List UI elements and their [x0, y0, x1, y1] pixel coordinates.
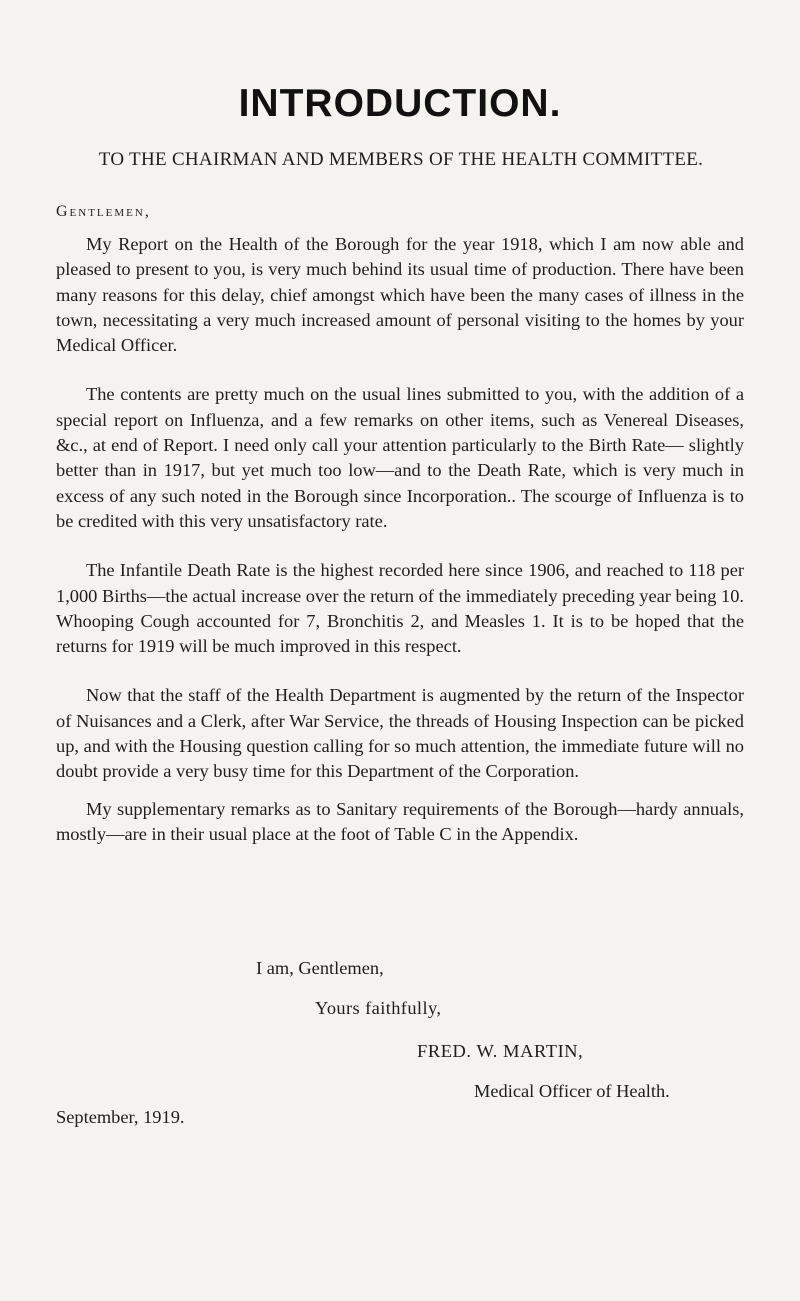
addressee-line: TO THE CHAIRMAN AND MEMBERS OF THE HEALTH COMMITTEE.	[98, 149, 704, 170]
valediction: Yours faithfully,	[315, 998, 442, 1018]
signature-name: FRED. W. MARTIN,	[417, 1041, 584, 1061]
closing-line: I am, Gentlemen,	[256, 958, 384, 978]
paragraph: The Infantile Death Rate is the highest recorded here since 1906, and reached to 118 per 1,000 Births—the actual increase over the return of the immediately preceding year being 10. Whooping Cough accounted for 7, Bronchitis 2, and Measles 1. It is to be hoped that the returns for 1919 will be much improved in this respect.	[56, 560, 744, 657]
letter-body	[56, 232, 744, 871]
paragraph: My Report on the Health of the Borough for the year 1918, which I am now able and pleased to present to you, is very much behind its usual time of production. There have been many reasons for this delay, chief amongst which have been the many cases of illness in the town, necessitating a very much increased amount of personal visiting to the homes by your Medical Officer.	[56, 234, 744, 356]
salutation: Gentlemen,	[56, 203, 151, 220]
letter-date: September, 1919.	[56, 1107, 185, 1127]
page-title: INTRODUCTION.	[238, 82, 562, 125]
paragraph: Now that the staff of the Health Department is augmented by the return of the Inspector of Nuisances and a Clerk, after War Service, the threads of Housing Inspection can be picked up, and with the Housing question calling for so much attention, the immediate future will no doubt provide a very busy time for this Department of the Corporation.	[56, 685, 744, 782]
paragraph: The contents are pretty much on the usual lines submitted to you, with the addition of a special report on Influenza, and a few remarks on other items, such as Venereal Diseases, &c., at end of Report. I need only call your attention particularly to the Birth Rate— slightly better than in 1917, but yet much too low—and to the Death Rate, which is very much in excess of any such noted in the Borough since Incorporation.. The scourge of Influenza is to be credited with this very unsatisfactory rate.	[56, 384, 744, 531]
paragraph: My supplementary remarks as to Sanitary requirements of the Borough—hardy annuals, mostly—are in their usual place at the foot of Table C in the Appendix.	[56, 798, 744, 844]
signature-title: Medical Officer of Health.	[474, 1081, 670, 1101]
